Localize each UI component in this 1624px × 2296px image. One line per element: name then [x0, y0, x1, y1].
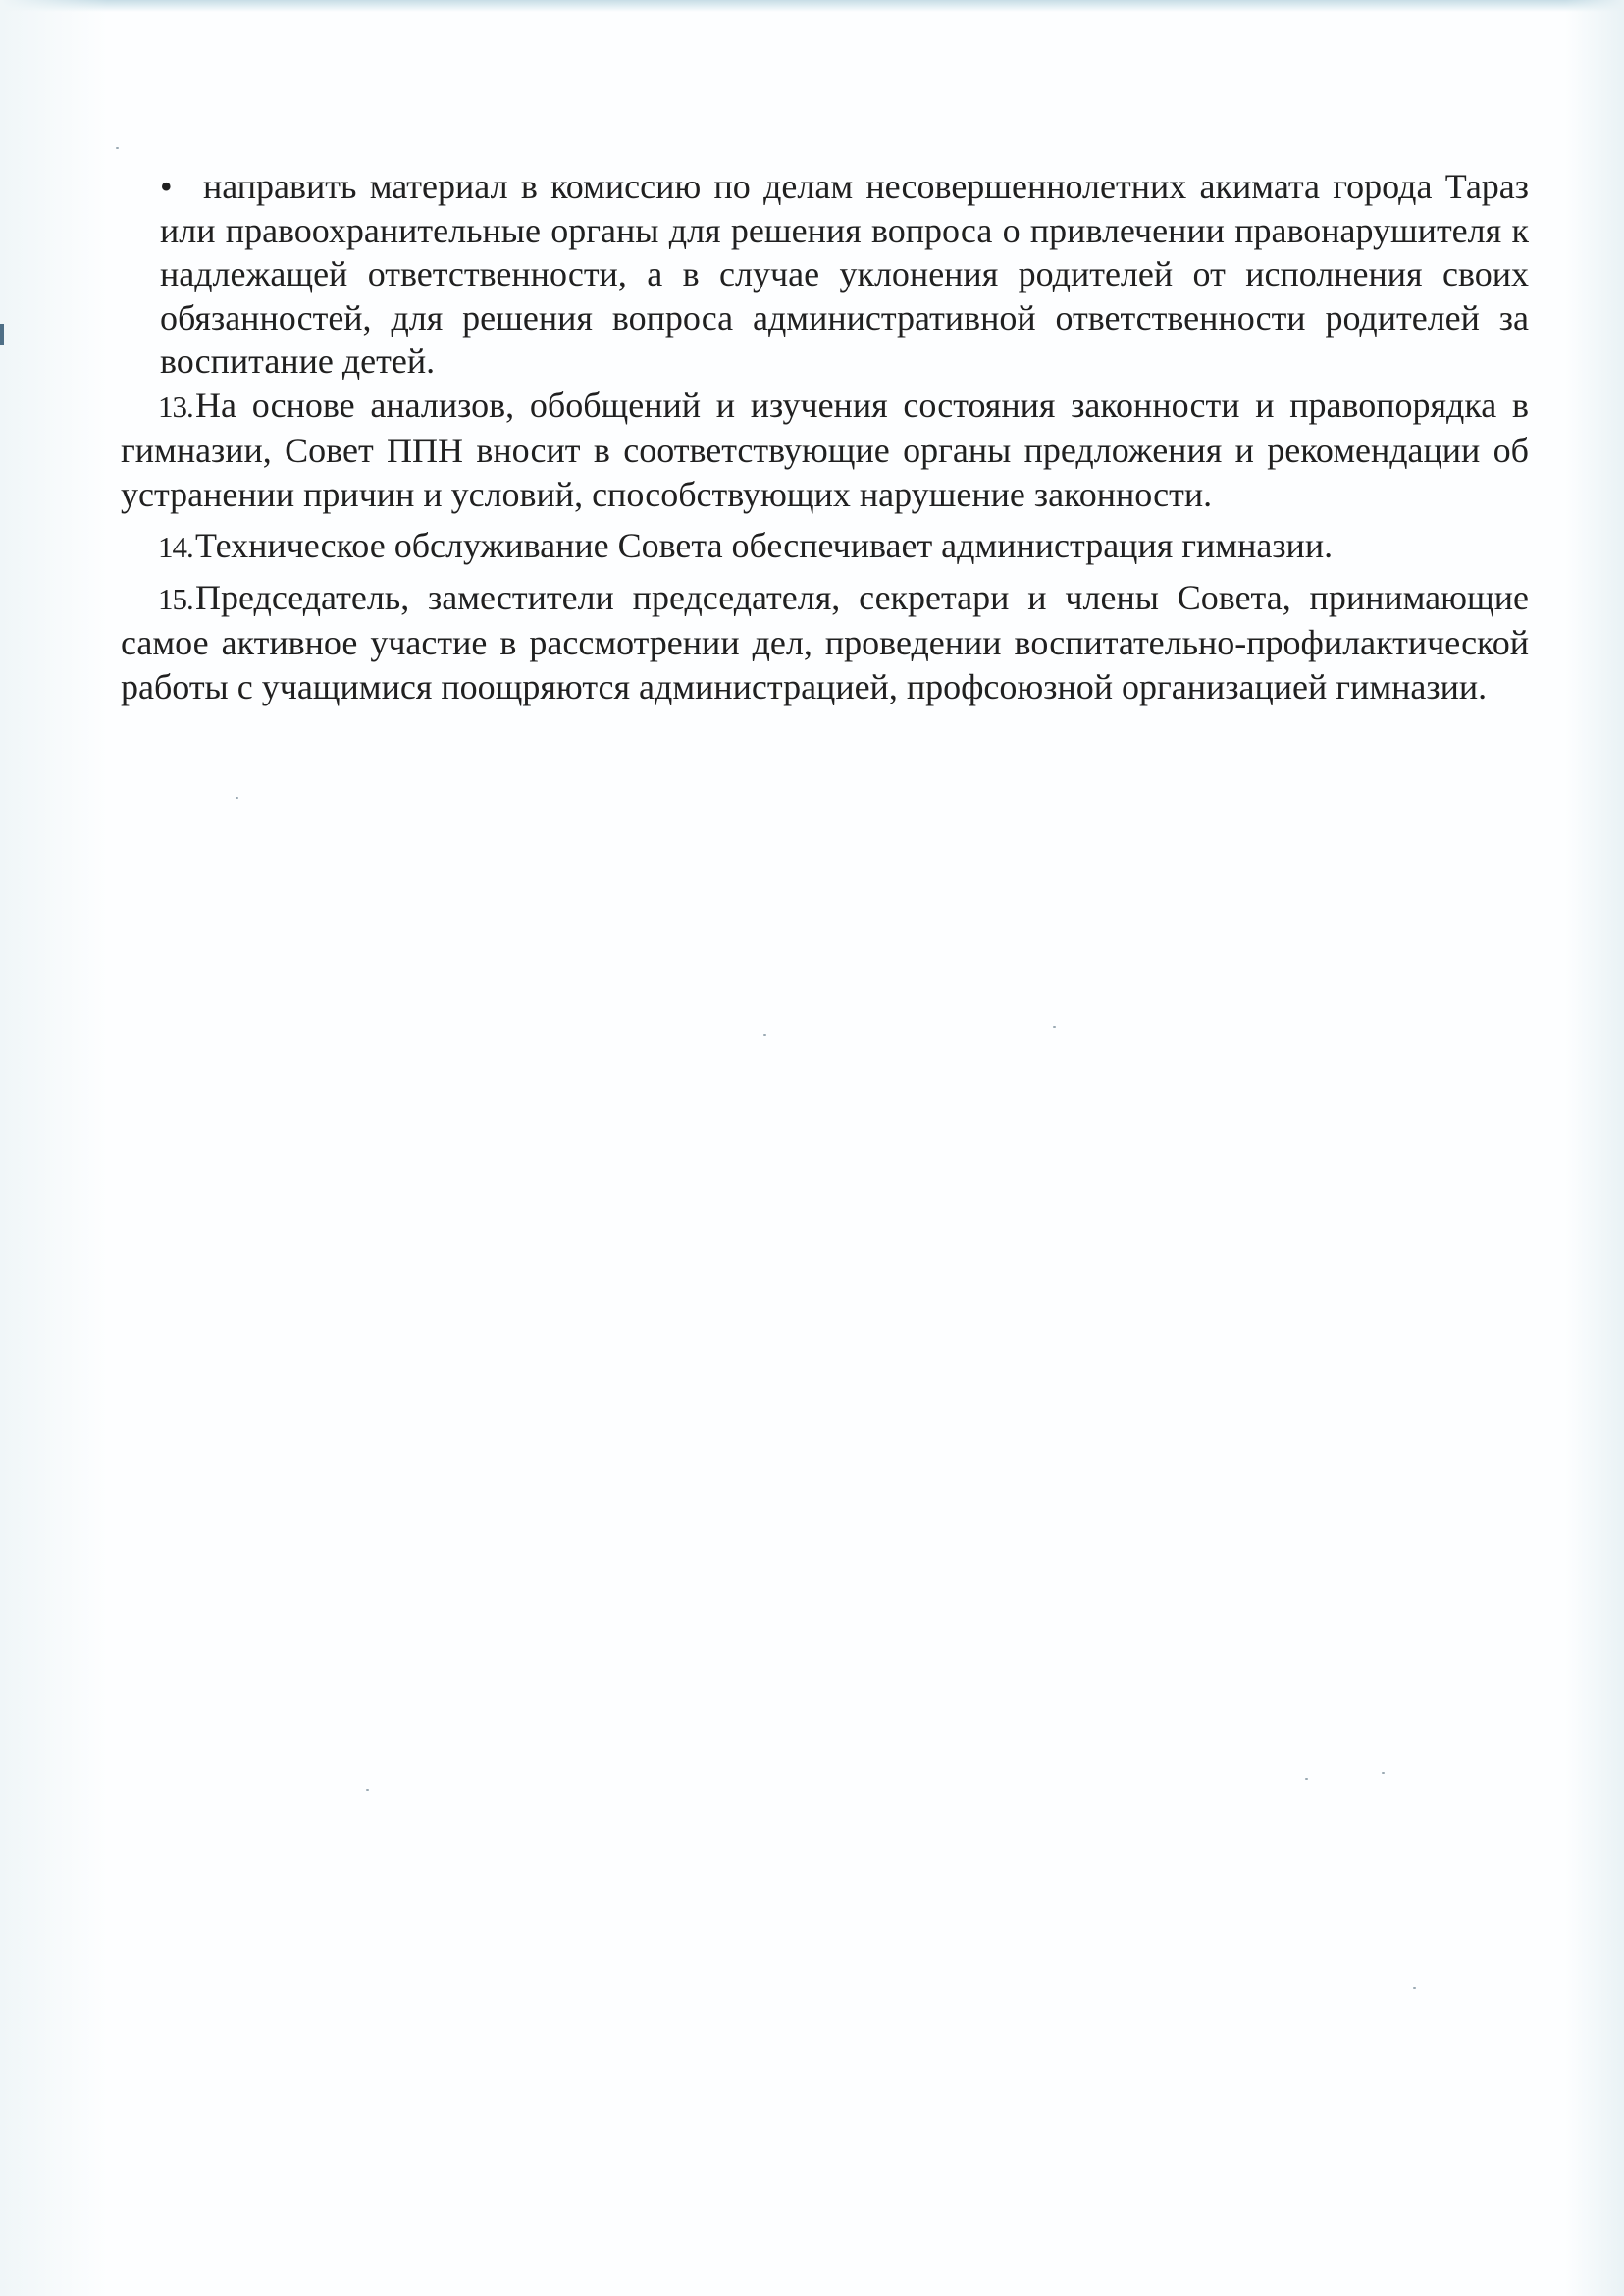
numbered-item-13 — [121, 384, 1529, 517]
item-number: 13. — [158, 389, 193, 424]
scan-right-shadow — [1565, 0, 1624, 2296]
scan-speck — [763, 1034, 766, 1036]
item-text: Председатель, заместители председателя, секретари и члены Совета, принимающие самое активное участие в рассмотрении дел, проведении воспитательно-профилактической работы с учащимися поощряются администрацией, профсоюзной организацией гимназии. — [121, 577, 1529, 706]
item-text: Техническое обслуживание Совета обеспечивает администрация гимназии. — [195, 526, 1334, 565]
document-body — [121, 165, 1529, 708]
bullet-marker: • — [160, 167, 173, 206]
scan-edge-mark — [0, 324, 4, 345]
item-text: На основе анализов, обобщений и изучения состояния законности и правопорядка в гимназии, Совет ППН вносит в соответствующие органы предложения и рекомендации об устранении причин и условий, способствующих нарушение законности. — [121, 385, 1529, 514]
scan-speck — [366, 1789, 369, 1791]
scan-speck — [1382, 1772, 1385, 1774]
numbered-item-14 — [121, 524, 1529, 570]
item-number: 14. — [158, 530, 193, 564]
scan-speck — [1053, 1026, 1056, 1028]
bullet-list-item — [121, 165, 1529, 384]
scan-speck — [236, 797, 238, 799]
bullet-item-text: направить материал в комиссию по делам несовершеннолетних акимата города Тараз или правоохранительные органы для решения вопроса о привлечении правонарушителя к надлежащей ответственности, а в случае уклонения родителей от исполнения своих обязанностей, для решения вопроса административной ответственности родителей за воспитание детей. — [160, 167, 1529, 381]
item-number: 15. — [158, 581, 193, 616]
numbered-item-15 — [121, 576, 1529, 709]
scan-top-edge — [0, 0, 1624, 12]
scan-left-shadow — [0, 0, 108, 2296]
scan-speck — [1305, 1778, 1308, 1780]
scan-speck — [116, 147, 119, 149]
scan-speck — [1413, 1987, 1416, 1989]
